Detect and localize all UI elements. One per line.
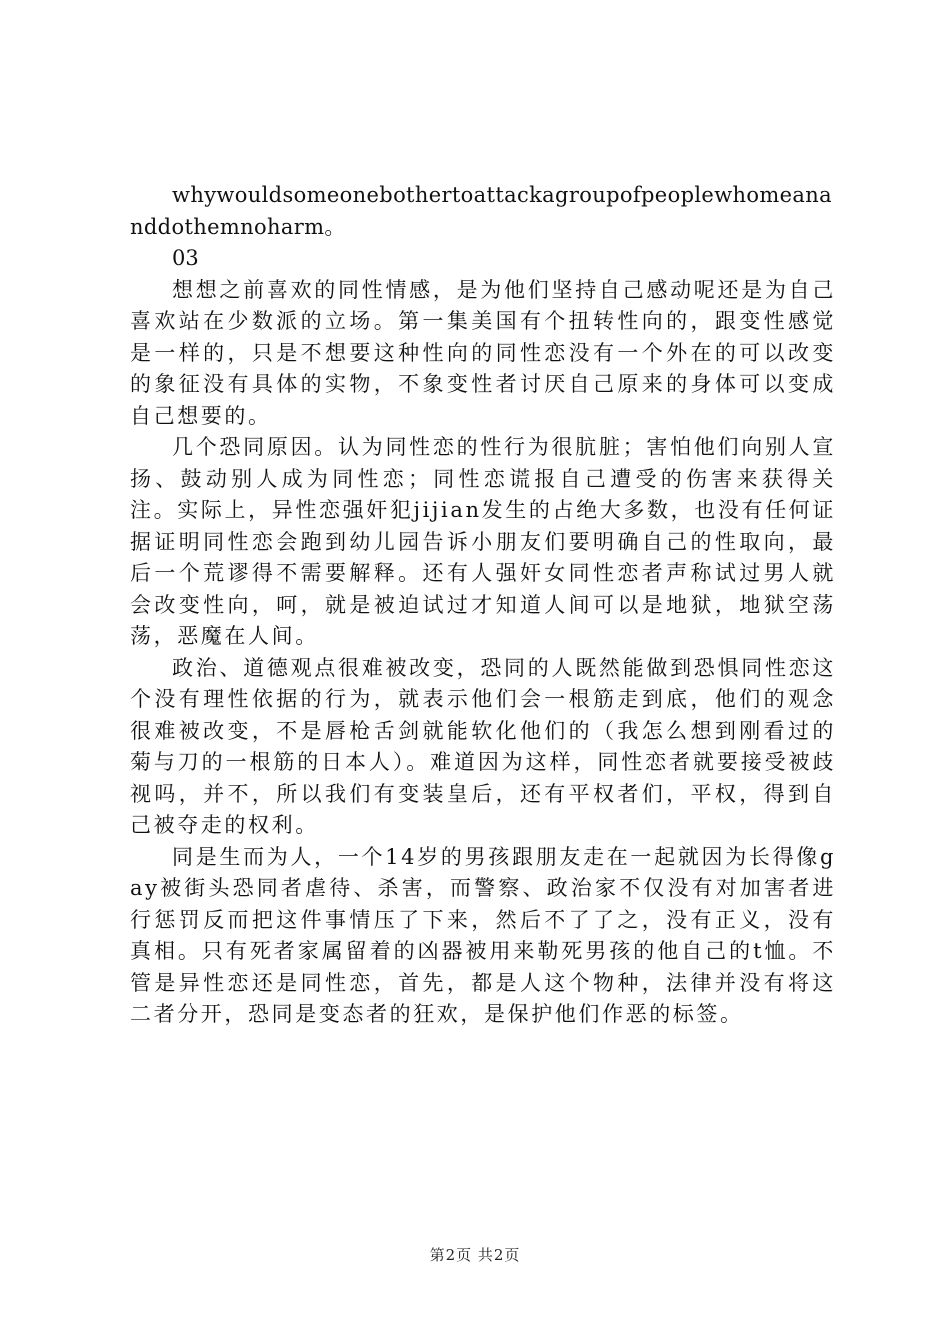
page-footer: 第2页 共2页 <box>429 1246 521 1264</box>
paragraph: 政治、道德观点很难被改变，恐同的人既然能做到恐惧同性恋这个没有理性依据的行为，就表示他们会一根筋走到底，他们的观念很难被改变，不是唇枪舌剑就能软化他们的（我怎么想到刚看过的菊与刀的一根筋的日本人）。难道因为这样，同性恋者就要接受被歧视吗，并不，所以我们有变装皇后，还有平权者们，平权，得到自己被夺走的权利。 <box>130 655 836 837</box>
section-marker: 03 <box>172 246 199 270</box>
document-body <box>130 180 836 1031</box>
paragraph: 几个恐同原因。认为同性恋的性行为很肮脏；害怕他们向别人宣扬、鼓动别人成为同性恋；同性恋谎报自己遭受的伤害来获得关注。实际上，异性恋强奸犯jijian发生的占绝大多数，也没有任何证据证明同性恋会跑到幼儿园告诉小朋友们要明确自己的性取向，最后一个荒谬得不需要解释。还有人强奸女同性恋者声称试过男人就会改变性向，呵，就是被迫试过才知道人间可以是地狱，地狱空荡荡，恶魔在人间。 <box>130 435 836 648</box>
paragraph-english-quote: whywouldsomeonebothertoattackagroupofpeoplewhomeananddothemnoharm。 <box>130 183 833 239</box>
paragraph: 想想之前喜欢的同性情感，是为他们坚持自己感动呢还是为自己喜欢站在少数派的立场。第一集美国有个扭转性向的，跟变性感觉是一样的，只是不想要这种性向的同性恋没有一个外在的可以改变的象征没有具体的实物，不象变性者讨厌自己原来的身体可以变成自己想要的。 <box>130 277 836 428</box>
paragraph: 同是生而为人，一个14岁的男孩跟朋友走在一起就因为长得像gay被街头恐同者虐待、杀害，而警察、政治家不仅没有对加害者进行惩罚反而把这件事情压了下来，然后不了了之，没有正义，没有真相。只有死者家属留着的凶器被用来勒死男孩的他自己的t恤。不管是异性恋还是同性恋，首先，都是人这个物种，法律并没有将这二者分开，恐同是变态者的狂欢，是保护他们作恶的标签。 <box>130 844 836 1026</box>
